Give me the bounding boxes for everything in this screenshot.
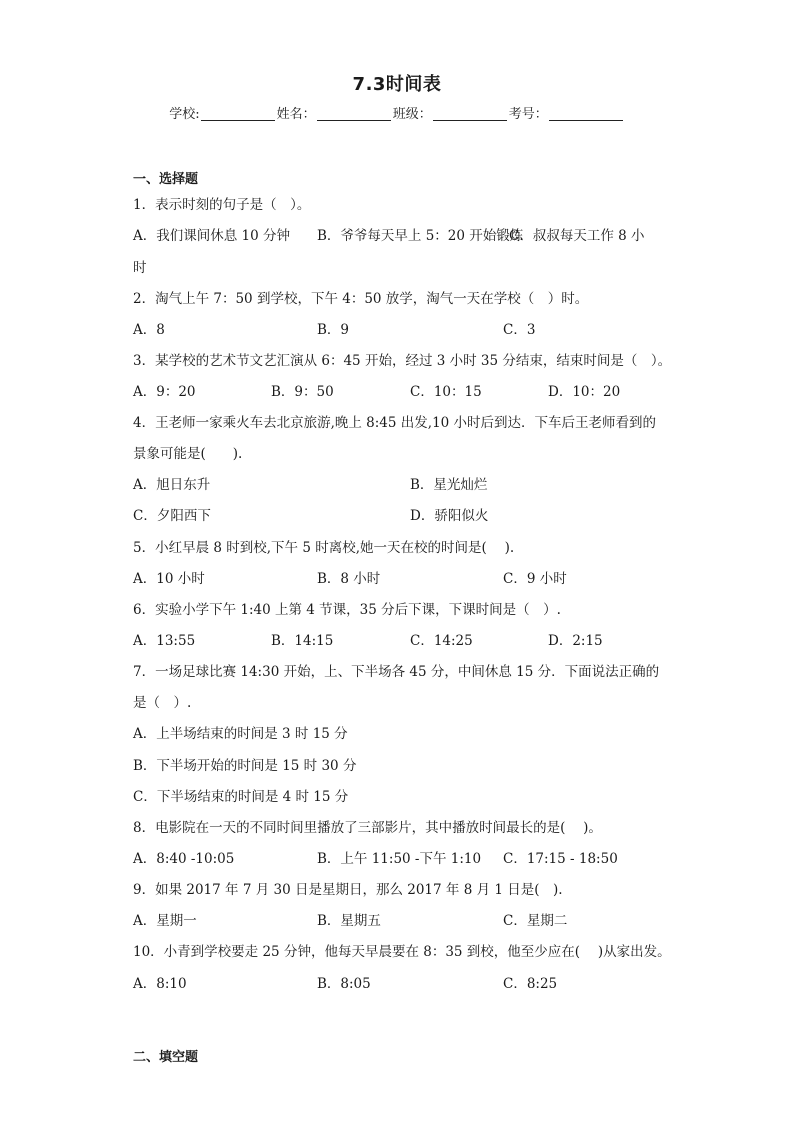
student-info-line	[0, 103, 794, 122]
section-heading-fill: 二、填空题	[133, 1050, 199, 1065]
option-a[interactable]: A．13:55	[133, 633, 196, 649]
option-c[interactable]: C．8:25	[503, 976, 558, 992]
question-stem: 10．小青到学校要走 25 分钟，他每天早晨要在 8：35 到校，他至少应在( )从家出发。	[133, 944, 671, 960]
question-stem: 7．一场足球比赛 14:30 开始，上、下半场各 45 分，中间休息 15 分．下面说法正确的	[133, 664, 660, 680]
name-blank[interactable]	[317, 108, 391, 121]
option-c-continuation: 时	[133, 260, 147, 276]
question-stem: 5．小红早晨 8 时到校,下午 5 时离校,她一天在校的时间是( ).	[133, 540, 515, 556]
name-label: 姓名：	[276, 107, 316, 122]
option-b[interactable]: B．星光灿烂	[410, 477, 488, 493]
option-c[interactable]: C．夕阳西下	[133, 508, 211, 524]
question-stem-cont: 景象可能是( ).	[133, 446, 243, 462]
option-c[interactable]: C．10：15	[410, 384, 482, 400]
class-label: 班级：	[392, 107, 432, 122]
option-a[interactable]: A．星期一	[133, 913, 197, 929]
section-heading-choice: 一、选择题	[133, 172, 199, 187]
class-blank[interactable]	[433, 108, 507, 121]
page-title: 7.3时间表	[352, 74, 442, 95]
number-label: 考号：	[508, 107, 548, 122]
option-c[interactable]: C．星期二	[503, 913, 568, 929]
option-d[interactable]: D．2:15	[548, 633, 603, 649]
option-b[interactable]: B．上午 11:50 -下午 1:10	[317, 851, 482, 867]
option-a[interactable]: A．9：20	[133, 384, 196, 400]
question-stem: 1．表示时刻的句子是（ ）。	[133, 197, 311, 213]
option-d[interactable]: D．10：20	[548, 384, 621, 400]
option-a[interactable]: A．8:40 -10:05	[133, 851, 235, 867]
option-c[interactable]: C．下半场结束的时间是 4 时 15 分	[133, 789, 349, 805]
question-stem: 9．如果 2017 年 7 月 30 日是星期日，那么 2017 年 8 月 1 日是( ).	[133, 882, 563, 898]
question-stem: 2．淘气上午 7：50 到学校，下午 4：50 放学，淘气一天在学校（ ）时。	[133, 291, 589, 307]
option-c[interactable]: C．3	[503, 322, 536, 338]
option-a[interactable]: A．上半场结束的时间是 3 时 15 分	[133, 726, 348, 742]
number-blank[interactable]	[549, 108, 623, 121]
option-b[interactable]: B．下半场开始的时间是 15 时 30 分	[133, 758, 357, 774]
option-c[interactable]: C．14:25	[410, 633, 473, 649]
option-b[interactable]: B．爷爷每天早上 5：20 开始锻炼	[317, 228, 524, 244]
option-a[interactable]: A．10 小时	[133, 571, 205, 587]
question-stem: 8．电影院在一天的不同时间里播放了三部影片，其中播放时间最长的是( )。	[133, 820, 602, 836]
option-b[interactable]: B．9：50	[271, 384, 334, 400]
option-c[interactable]: C．17:15 - 18:50	[503, 851, 618, 867]
option-b[interactable]: B．14:15	[271, 633, 334, 649]
option-b[interactable]: B．9	[317, 322, 350, 338]
question-stem: 4．王老师一家乘火车去北京旅游,晚上 8:45 出发,10 小时后到达．下车后王老师看到的	[133, 415, 657, 431]
option-b[interactable]: B．8 小时	[317, 571, 381, 587]
option-c[interactable]: C．9 小时	[503, 571, 567, 587]
option-c[interactable]: C．叔叔每天工作 8 小	[509, 228, 645, 244]
option-a[interactable]: A．我们课间休息 10 分钟	[133, 228, 291, 244]
school-blank[interactable]	[201, 108, 275, 121]
option-b[interactable]: B．星期五	[317, 913, 381, 929]
question-stem: 3．某学校的艺术节文艺汇演从 6：45 开始，经过 3 小时 35 分结束，结束时间是（ ）。	[133, 353, 672, 369]
option-d[interactable]: D．骄阳似火	[410, 508, 489, 524]
option-a[interactable]: A．8:10	[133, 976, 187, 992]
school-label: 学校:	[169, 107, 200, 122]
question-stem-cont: 是（ ）.	[133, 695, 192, 711]
question-stem: 6．实验小学下午 1:40 上第 4 节课，35 分后下课，下课时间是（ ）.	[133, 602, 561, 618]
option-a[interactable]: A．8	[133, 322, 165, 338]
option-b[interactable]: B．8:05	[317, 976, 371, 992]
option-a[interactable]: A．旭日东升	[133, 477, 211, 493]
